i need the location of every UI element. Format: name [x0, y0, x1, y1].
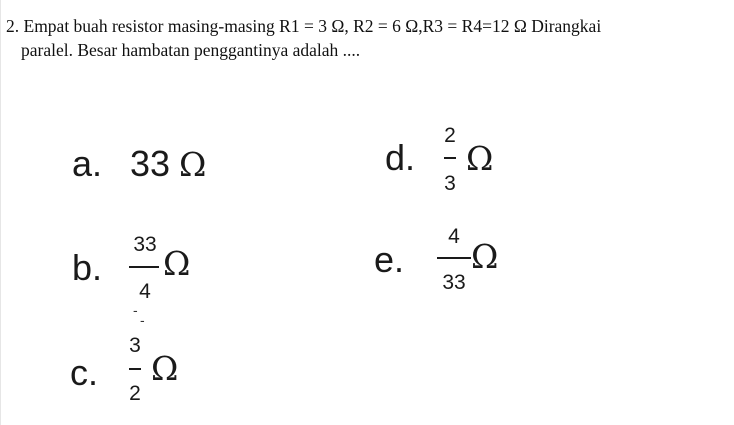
- option-e-unit: Ω: [471, 237, 499, 276]
- option-e-numerator: 4: [448, 225, 460, 248]
- question-line-1: 2. Empat buah resistor masing-masing R1 = 3 Ω, R2 = 6 Ω,R3 = R4=12 Ω Dirangkai: [6, 16, 602, 36]
- option-b-unit: Ω: [163, 244, 191, 283]
- stray-mark: -: [133, 302, 138, 318]
- option-a-letter: a.: [72, 143, 103, 184]
- stray-mark: -: [140, 312, 145, 328]
- option-c-numerator: 3: [129, 334, 141, 357]
- option-a-unit: Ω: [179, 145, 207, 184]
- option-c-fraction-bar: [129, 368, 141, 370]
- option-a-value: 33: [130, 143, 171, 184]
- option-b-numerator: 33: [133, 233, 157, 256]
- question-line-2: paralel. Besar hambatan penggantinya adalah ....: [21, 40, 361, 60]
- option-c-denominator: 2: [129, 382, 141, 405]
- option-d-denominator: 3: [444, 172, 456, 195]
- option-e-letter: e.: [374, 239, 405, 280]
- option-d-letter: d.: [385, 137, 416, 178]
- option-e-denominator: 33: [442, 271, 466, 294]
- option-d-fraction-bar: [444, 157, 456, 159]
- option-d-unit: Ω: [466, 139, 494, 178]
- option-d-numerator: 2: [444, 124, 456, 147]
- option-c-letter: c.: [70, 352, 99, 393]
- option-b-letter: b.: [72, 247, 103, 288]
- option-b-denominator: 4: [139, 280, 151, 303]
- option-c-unit: Ω: [151, 349, 179, 388]
- option-b-fraction-bar: [129, 266, 159, 268]
- question-text: [6, 14, 726, 62]
- option-e-fraction-bar: [437, 257, 471, 259]
